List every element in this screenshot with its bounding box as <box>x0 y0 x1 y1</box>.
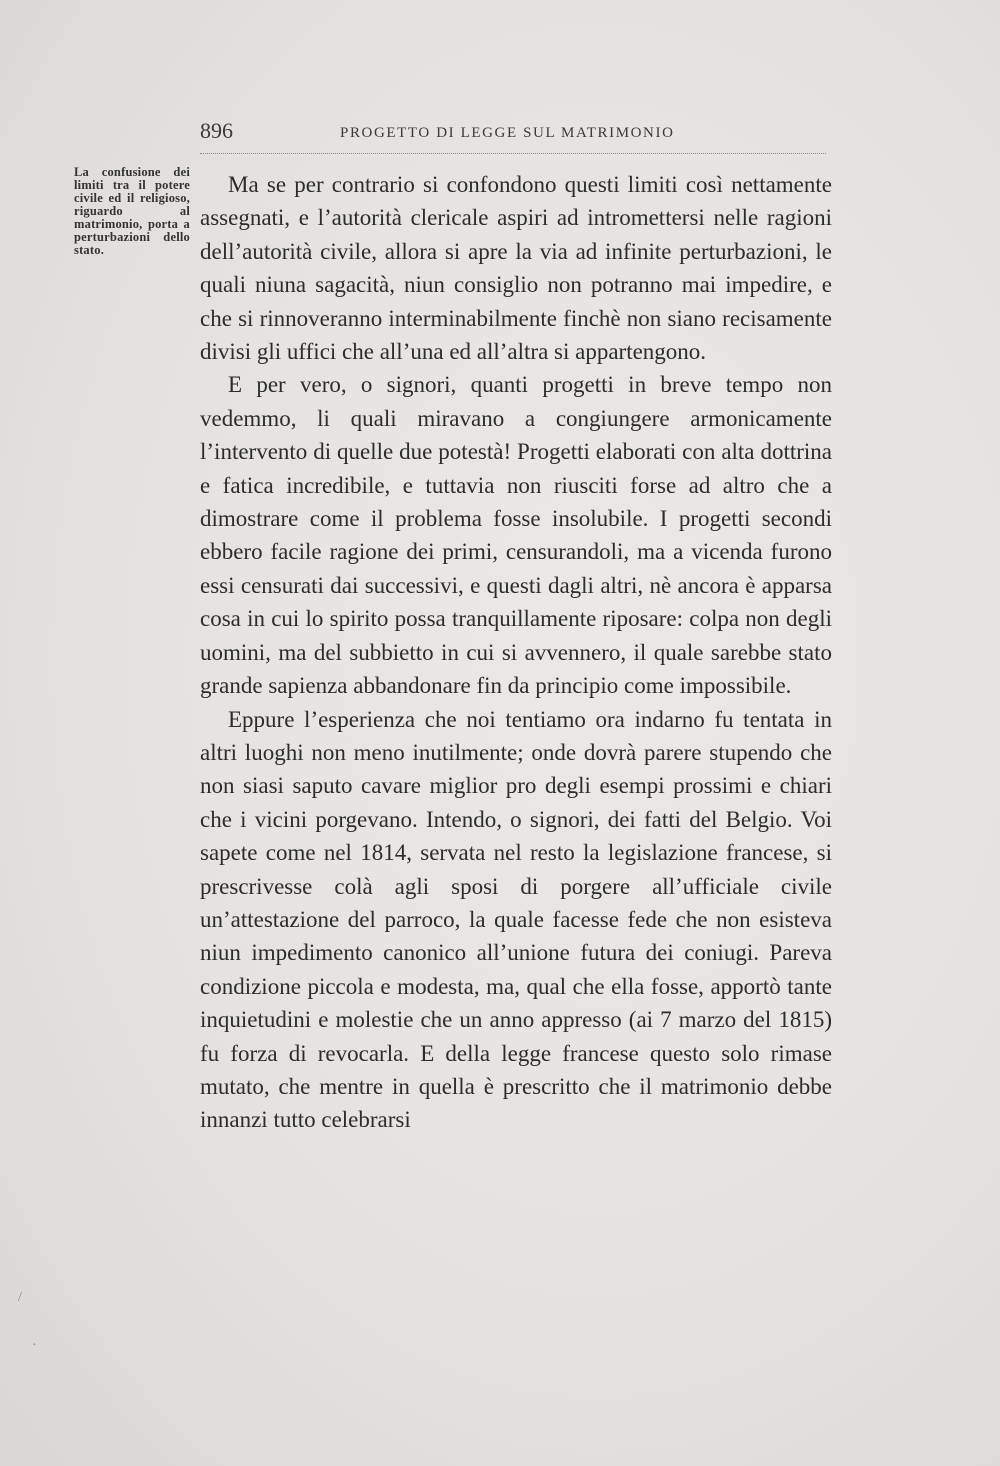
stray-mark: / <box>18 1290 22 1305</box>
marginal-note: La confusione dei limiti tra il potere civile ed il religioso, riguardo al matrimonio, porta a perturbazioni dello stato. <box>74 165 190 257</box>
paragraph-1: Ma se per contrario si confondono questi limiti così nettamente assegnati, e l’autorità clericale aspiri ad intromettersi nelle ragioni dell’autorità civile, allora si apre la via ad infinite perturbazioni, le quali niuna sagacità, niun consiglio non potranno mai impedire, e che si rinnoveranno interminabilmente finchè non siano recisamente divisi gli uffici che all’una ed all’altra si appartengono. <box>200 172 832 365</box>
stray-mark: · <box>32 1338 37 1353</box>
body-text <box>200 168 832 1137</box>
header-rule <box>200 153 826 154</box>
running-title: PROGETTO DI LEGGE SUL MATRIMONIO <box>340 125 675 141</box>
paragraph-2: E per vero, o signori, quanti progetti in breve tempo non vedemmo, li quali miravano a congiungere armonicamente l’intervento di quelle due potestà! Progetti elaborati con alta dottrina e fatica incredibile, e tuttavia non riusciti forse ad altro che a dimostrare come il problema fosse insolubile. I progetti secondi ebbero facile ragione dei primi, censurandoli, ma a vicenda furono essi censurati dai successivi, e questi dagli altri, nè ancora è apparsa cosa in cui lo spirito possa tranquillamente riposare: colpa non degli uomini, ma del subbietto in cui si avvennero, il quale sarebbe stato grande sapienza abbandonare fin da principio come impossibile. <box>200 372 832 699</box>
page-header <box>198 118 828 154</box>
page-number: 896 <box>200 118 233 143</box>
paragraph-3: Eppure l’esperienza che noi tentiamo ora indarno fu tentata in altri luoghi non meno inutilmente; onde dovrà parere stupendo che non siasi saputo cavare miglior pro degli esempi prossimi e chiari che i vicini porgevano. Intendo, o signori, dei fatti del Belgio. Voi sapete come nel 1814, servata nel resto la legislazione francese, si prescrivesse colà agli sposi di porgere all’ufficiale civile un’attestazione del parroco, la quale facesse fede che non esisteva niun impedimento canonico all’unione futura dei coniugi. Pareva condizione piccola e modesta, ma, qual che ella fosse, apportò tante inquietudini e molestie che un anno appresso (ai 7 marzo del 1815) fu forza di revocarla. E della legge francese questo solo rimase mutato, che mentre in quella è prescritto che il matrimonio debbe innanzi tutto celebrarsi <box>200 706 832 1133</box>
